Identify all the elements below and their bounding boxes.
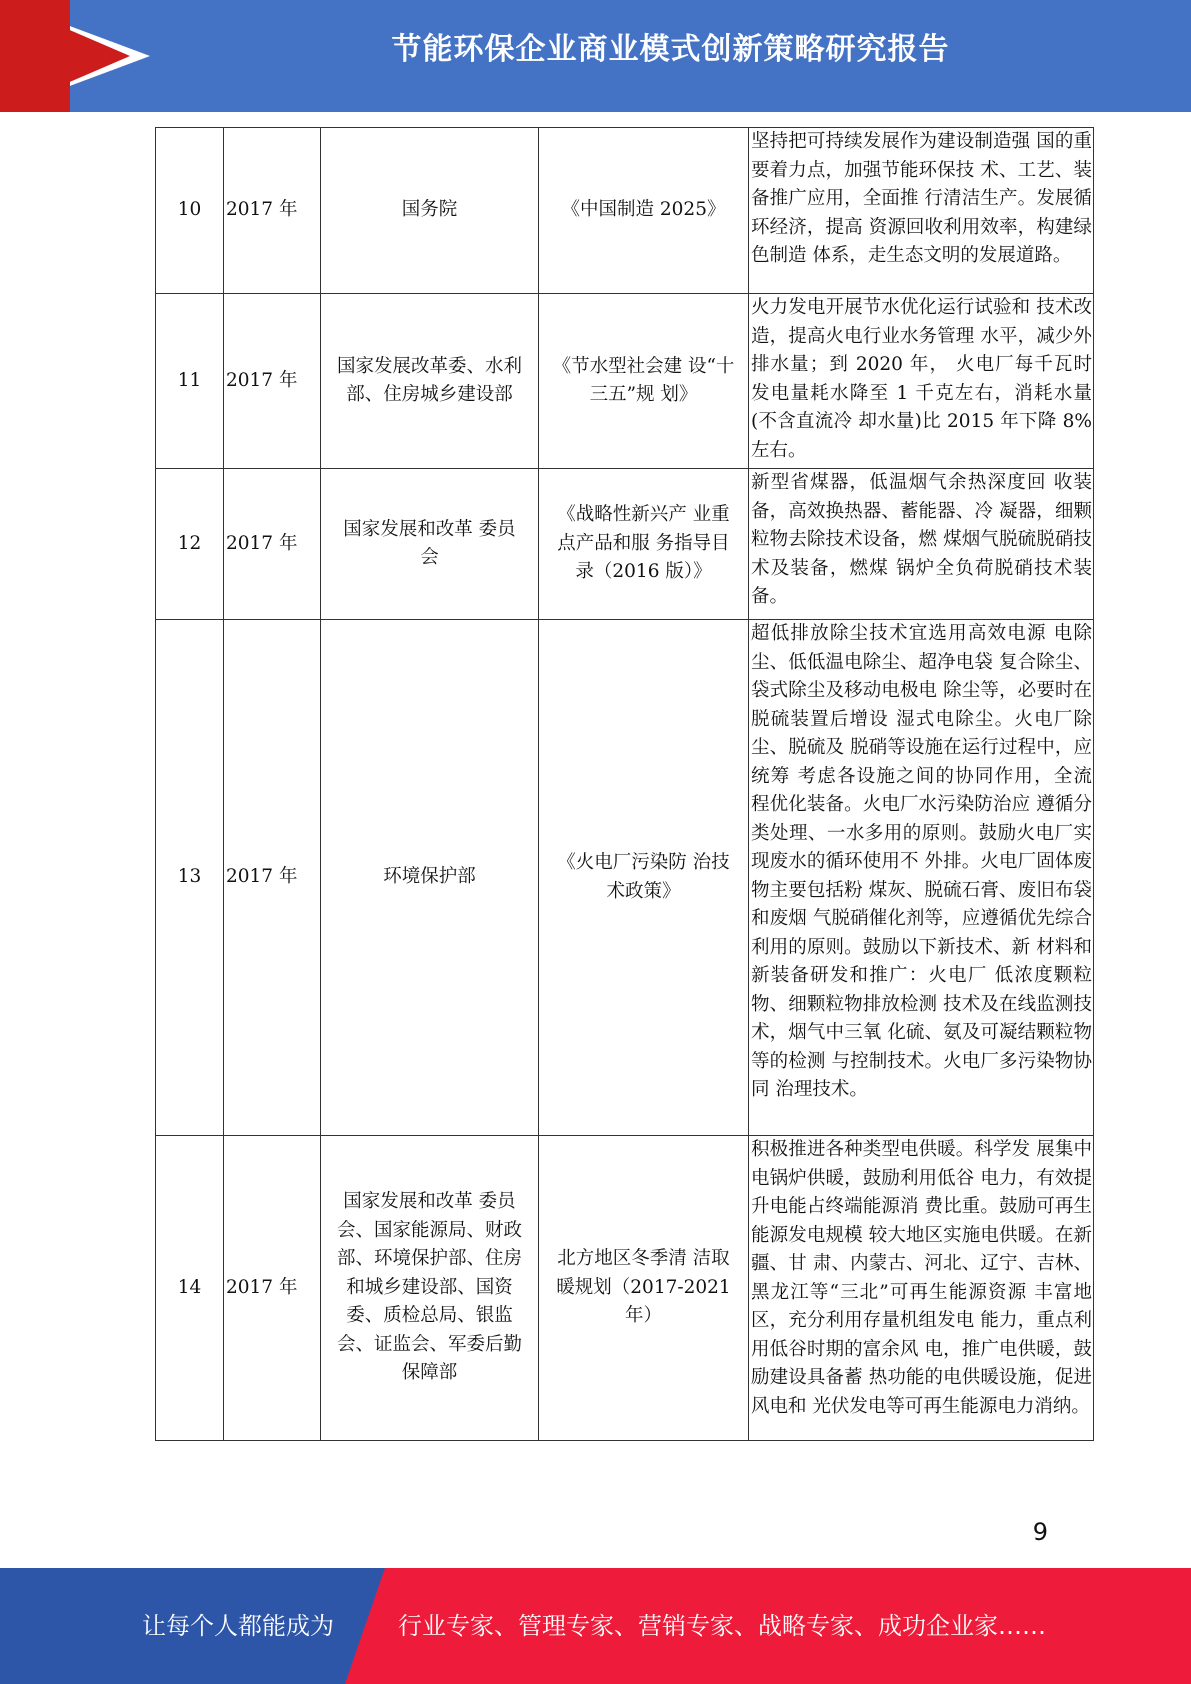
row-year: 2017 年 xyxy=(224,469,321,620)
row-year: 2017 年 xyxy=(224,1136,321,1441)
table-row xyxy=(156,1136,1094,1441)
row-document: 《中国制造 2025》 xyxy=(539,128,749,294)
row-issuer: 环境保护部 xyxy=(321,620,539,1136)
row-document: 《节水型社会建 设“十三五”规 划》 xyxy=(539,294,749,469)
table-row xyxy=(156,469,1094,620)
header-red-chevron xyxy=(0,0,130,112)
table-row xyxy=(156,128,1094,294)
row-content: 坚持把可持续发展作为建设制造强 国的重要着力点，加强节能环保技 术、工艺、装备推广应用，全面推 行清洁生产。发展循环经济，提高 资源回收利用效率，构建绿色制造 体系，走生态文明的发展道路。 xyxy=(749,128,1094,294)
report-title: 节能环保企业商业模式创新策略研究报告 xyxy=(391,32,950,67)
row-number: 13 xyxy=(156,620,224,1136)
row-issuer: 国务院 xyxy=(321,128,539,294)
row-number: 10 xyxy=(156,128,224,294)
row-number: 11 xyxy=(156,294,224,469)
footer-slogan-right: 行业专家、管理专家、营销专家、战略专家、成功企业家…… xyxy=(398,1612,1046,1640)
row-year: 2017 年 xyxy=(224,620,321,1136)
row-content: 新型省煤器，低温烟气余热深度回 收装备，高效换热器、蓄能器、冷 凝器，细颗粒物去除技术设备，燃 煤烟气脱硫脱硝技术及装备，燃煤 锅炉全负荷脱硝技术装备。 xyxy=(749,469,1094,620)
policy-table xyxy=(155,127,1094,1441)
row-year: 2017 年 xyxy=(224,294,321,469)
row-number: 14 xyxy=(156,1136,224,1441)
table-row xyxy=(156,620,1094,1136)
row-document: 《战略性新兴产 业重点产品和服 务指导目录（2016 版）》 xyxy=(539,469,749,620)
table-row xyxy=(156,294,1094,469)
row-issuer: 国家发展和改革 委员会、国家能源局、财政部、环境保护部、住房和城乡建设部、国资委、质检总局、银监会、证监会、军委后勤保障部 xyxy=(321,1136,539,1441)
page-footer xyxy=(0,1568,1191,1684)
footer-blue-slant xyxy=(345,1568,385,1684)
page-number: 9 xyxy=(1032,1518,1048,1546)
policy-table-container xyxy=(155,127,1092,1440)
row-content: 火力发电开展节水优化运行试验和 技术改造，提高火电行业水务管理 水平，减少外排水量；到 2020 年， 火电厂每千瓦时发电量耗水降至 1 千克左右，消耗水量(不含直流冷 却水量)比 2015 年下降 8%左右。 xyxy=(749,294,1094,469)
row-document: 北方地区冬季清 洁取暖规划（2017-2021 年） xyxy=(539,1136,749,1441)
row-content: 积极推进各种类型电供暖。科学发 展集中电锅炉供暖，鼓励利用低谷 电力，有效提升电能占终端能源消 费比重。鼓励可再生能源发电规模 较大地区实施电供暖。在新疆、甘 肃、内蒙古、河北、辽宁、吉林、 黑龙江等“三北”可再生能源资源 丰富地区，充分利用存量机组发电 能力，重点利用低谷时期的富余风 电，推广电供暖，鼓励建设具备蓄 热功能的电供暖设施，促进风电和 光伏发电等可再生能源电力消纳。 xyxy=(749,1136,1094,1441)
row-content: 超低排放除尘技术宜选用高效电源 电除尘、低低温电除尘、超净电袋 复合除尘、袋式除尘及移动电极电 除尘等，必要时在脱硫装置后增设 湿式电除尘。火电厂除尘、脱硫及 脱硝等设施在运行过程中，应统筹 考虑各设施之间的协同作用，全流 程优化装备。火电厂水污染防治应 遵循分类处理、一水多用的原则。鼓励火电厂实现废水的循环使用不 外排。火电厂固体废物主要包括粉 煤灰、脱硫石膏、废旧布袋和废烟 气脱硝催化剂等，应遵循优先综合 利用的原则。鼓励以下新技术、新 材料和新装备研发和推广：火电厂 低浓度颗粒物、细颗粒物排放检测 技术及在线监测技术，烟气中三氧 化硫、氨及可凝结颗粒物等的检测 与控制技术。火电厂多污染物协同 治理技术。 xyxy=(749,620,1094,1136)
row-issuer: 国家发展和改革 委员会 xyxy=(321,469,539,620)
footer-slogan-left: 让每个人都能成为 xyxy=(142,1612,334,1640)
row-number: 12 xyxy=(156,469,224,620)
row-document: 《火电厂污染防 治技术政策》 xyxy=(539,620,749,1136)
page-header xyxy=(0,0,1191,112)
row-year: 2017 年 xyxy=(224,128,321,294)
row-issuer: 国家发展改革委、水利部、住房城乡建设部 xyxy=(321,294,539,469)
